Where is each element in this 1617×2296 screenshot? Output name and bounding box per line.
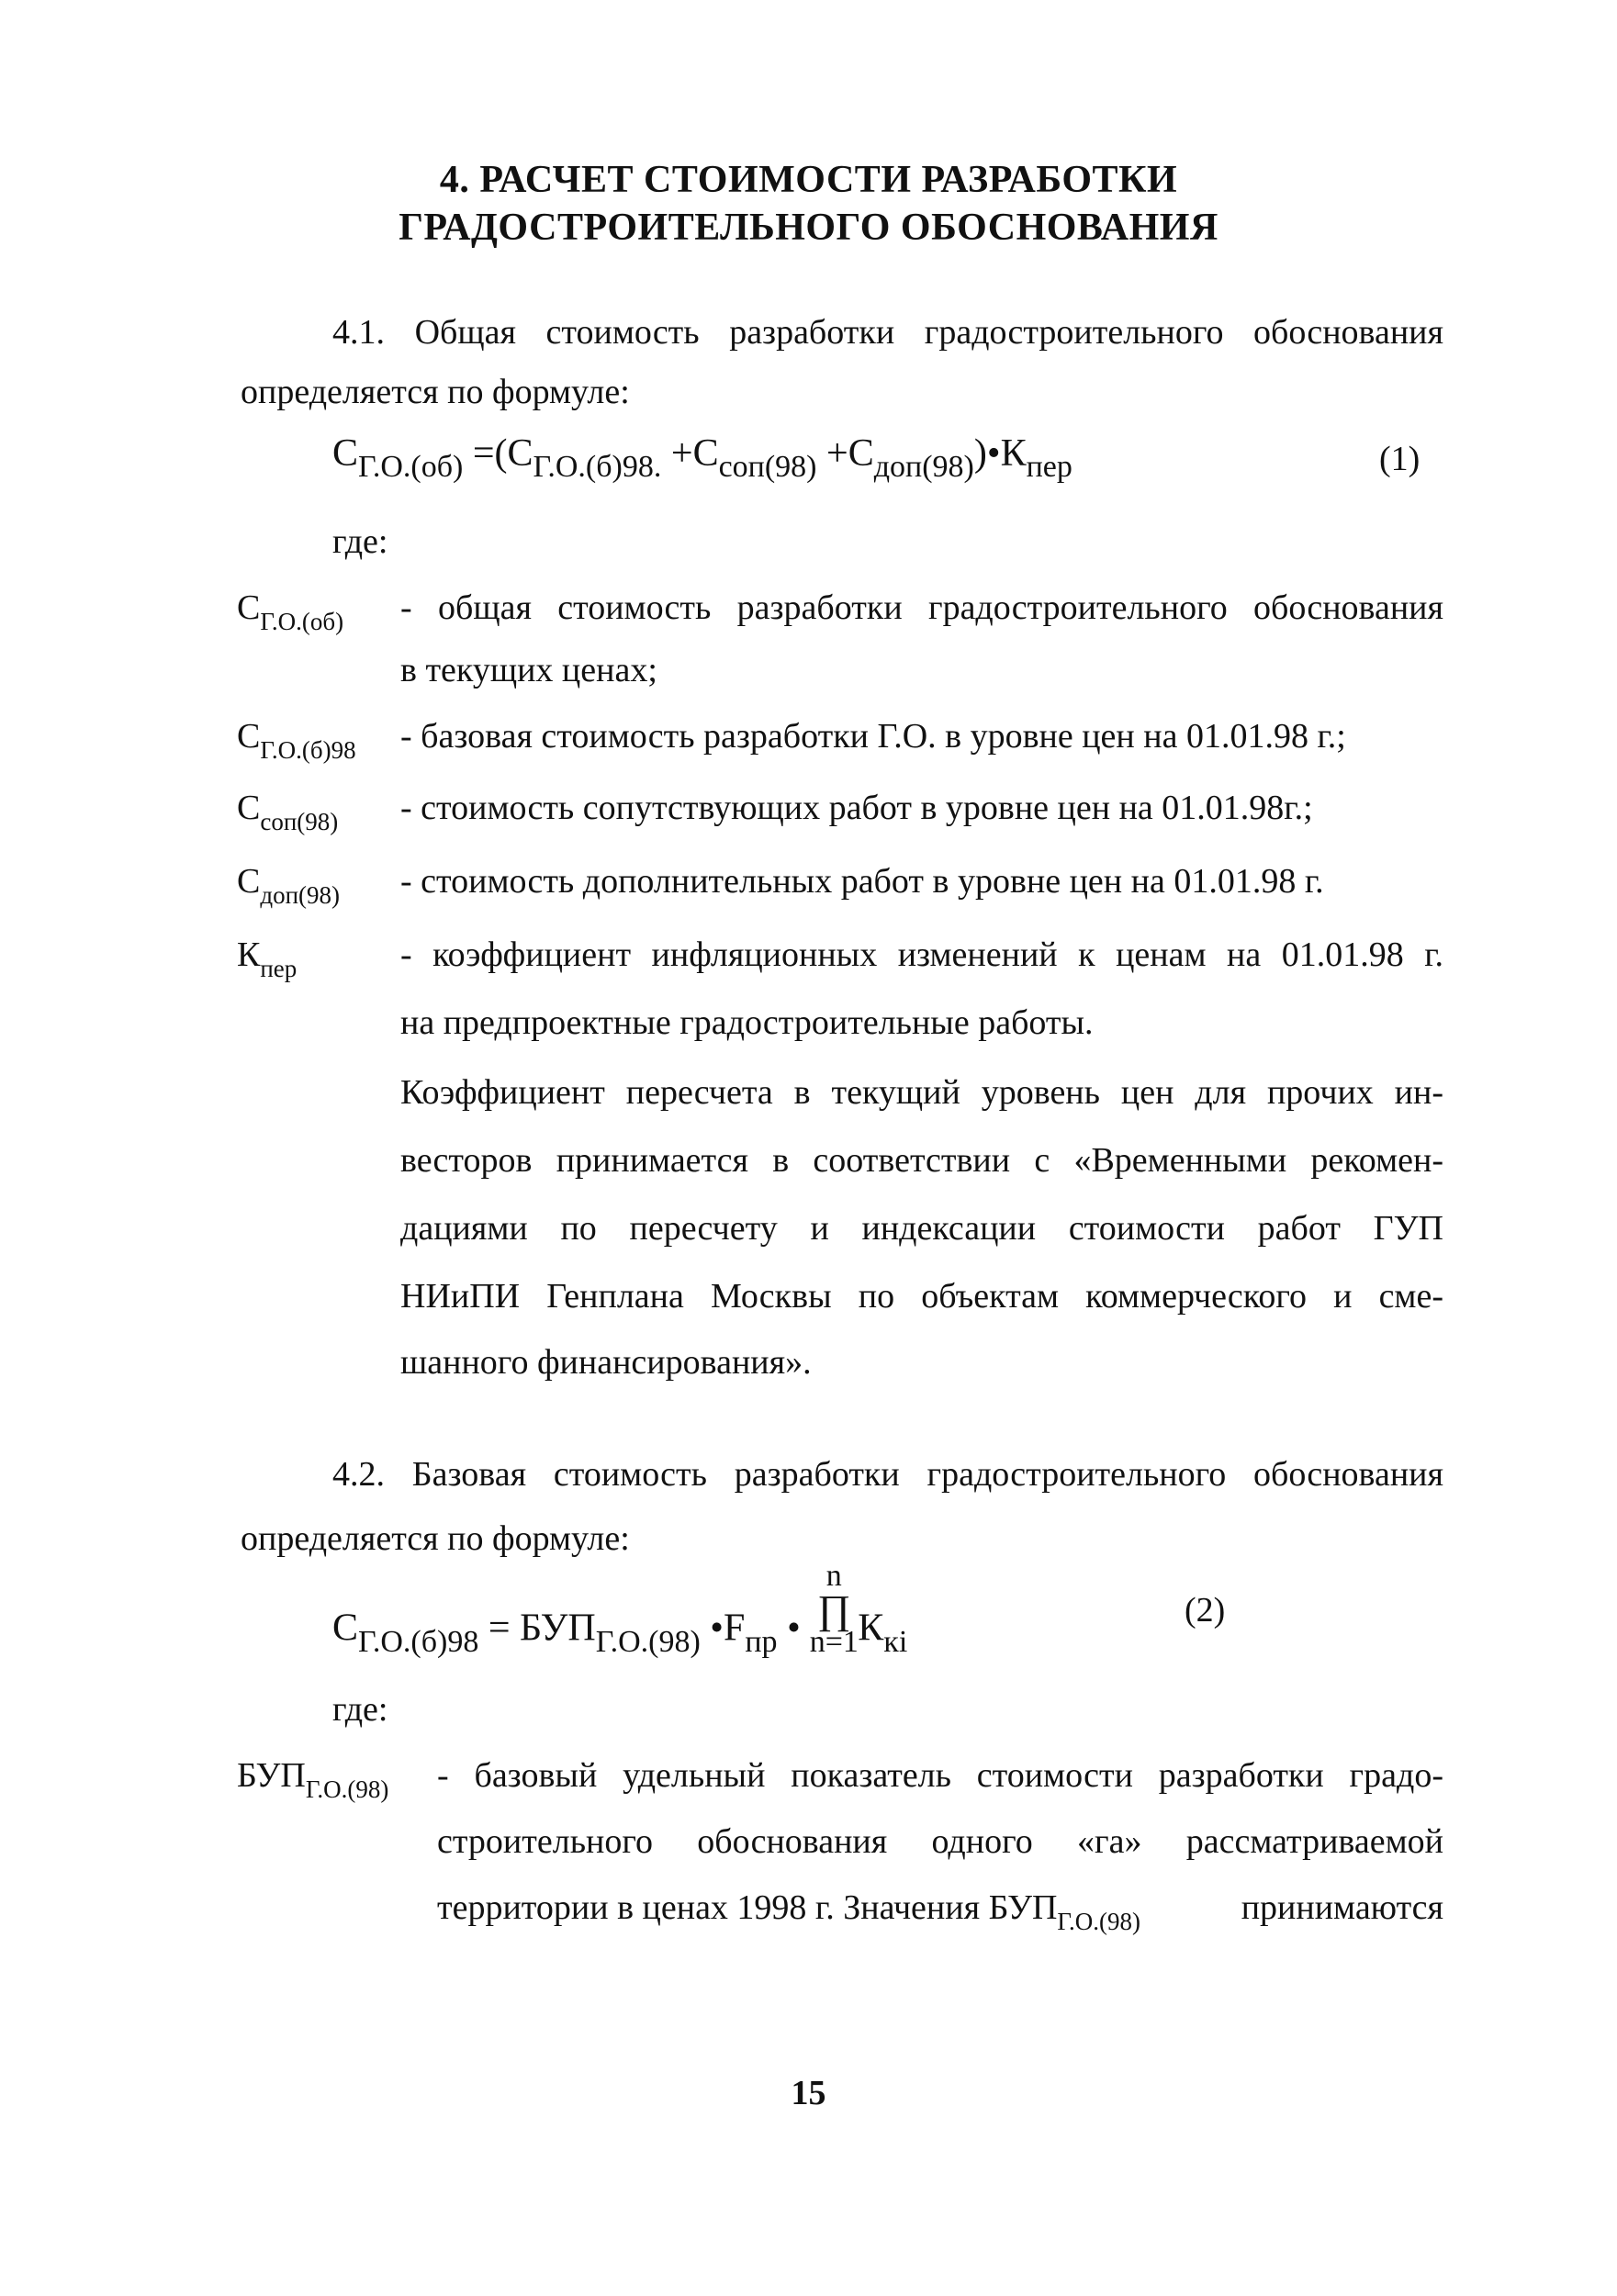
paragraph-4-1-line-2: определяется по формуле: [241, 373, 630, 411]
def-text-c-dop98: - стоимость дополнительных работ в уровне цен на 01.01.98 г. [400, 862, 1324, 901]
def-symbol-c-go-b98: $С_{Г.О.(б)98}$ [237, 717, 356, 764]
page-number: 15 [791, 2074, 826, 2112]
def-symbol-k-per: $К_{пер}$ [237, 935, 298, 982]
def-text-k-per-line-1: - коэффициент инфляционных изменений к ценам на 01.01.98 г. [400, 935, 1443, 974]
where-label-1: где: [332, 522, 388, 561]
note-line-4: НИиПИ Генплана Москвы по объектам коммерческого и сме- [400, 1277, 1443, 1316]
def-text-bup-line-1: - базовый удельный показатель стоимости разработки градо- [437, 1756, 1443, 1795]
equation-number-2: (2) [1185, 1591, 1226, 1630]
def-text-k-per-line-2: на предпроектные градостроительные работы. [400, 1003, 1094, 1042]
note-line-3: дациями по пересчету и индексации стоимости работ ГУП [400, 1209, 1443, 1248]
def-text-bup-line-3: территории в ценах 1998 г. Значения $БУП_{Г.О.(98)}$ принимаются [437, 1888, 1443, 1935]
paragraph-4-2-line-1: 4.2. Базовая стоимость разработки градостроительного обоснования [332, 1455, 1443, 1494]
def-text-bup-line-2: строительного обоснования одного «га» рассматриваемой [437, 1822, 1443, 1861]
product-operator: n ∏ n=1 [809, 1559, 859, 1659]
paragraph-4-1-line-1: 4.1. Общая стоимость разработки градостроительного обоснования [332, 313, 1443, 352]
equation-number-1: (1) [1379, 440, 1420, 478]
def-symbol-c-go-ob: $С_{Г.О.(об)}$ [237, 588, 344, 635]
def-symbol-bup: $БУП_{Г.О.(98)}$ [237, 1756, 389, 1803]
paragraph-4-2-line-2: определяется по формуле: [241, 1519, 630, 1558]
note-line-2: весторов принимается в соответствии с «Временными рекомен- [400, 1141, 1443, 1180]
def-text-c-go-ob-line-1: - общая стоимость разработки градостроительного обоснования [400, 588, 1443, 627]
note-line-1: Коэффициент пересчета в текущий уровень цен для прочих ин- [400, 1073, 1443, 1112]
def-text-c-go-b98: - базовая стоимость разработки Г.О. в уровне цен на 01.01.98 г.; [400, 717, 1346, 756]
formula-1: $С_{Г.О.(об)} =(С_{Г.О.(б)98.} +С_{соп(98)}$ $+С_{доп(98)})•К_{пер}$ [332, 432, 1072, 484]
formula-2: $С_{Г.О.(б)98} = БУП_{Г.О.(98)}$ $•F_{пр}$ • n ∏ n=1 $К_{кi}$ [332, 1581, 907, 1682]
def-symbol-c-sop98: $С_{соп(98)}$ [237, 789, 339, 835]
note-line-5: шанного финансирования». [400, 1343, 812, 1382]
def-text-c-sop98: - стоимость сопутствующих работ в уровне цен на 01.01.98г.; [400, 789, 1313, 827]
def-symbol-c-dop98: $С_{доп(98)}$ [237, 862, 341, 909]
section-title-line-1: 4. РАСЧЕТ СТОИМОСТИ РАЗРАБОТКИ [439, 159, 1178, 201]
def-text-c-go-ob-line-2: в текущих ценах; [400, 651, 657, 689]
section-title-line-2: ГРАДОСТРОИТЕЛЬНОГО ОБОСНОВАНИЯ [399, 207, 1218, 249]
where-label-2: где: [332, 1690, 388, 1729]
